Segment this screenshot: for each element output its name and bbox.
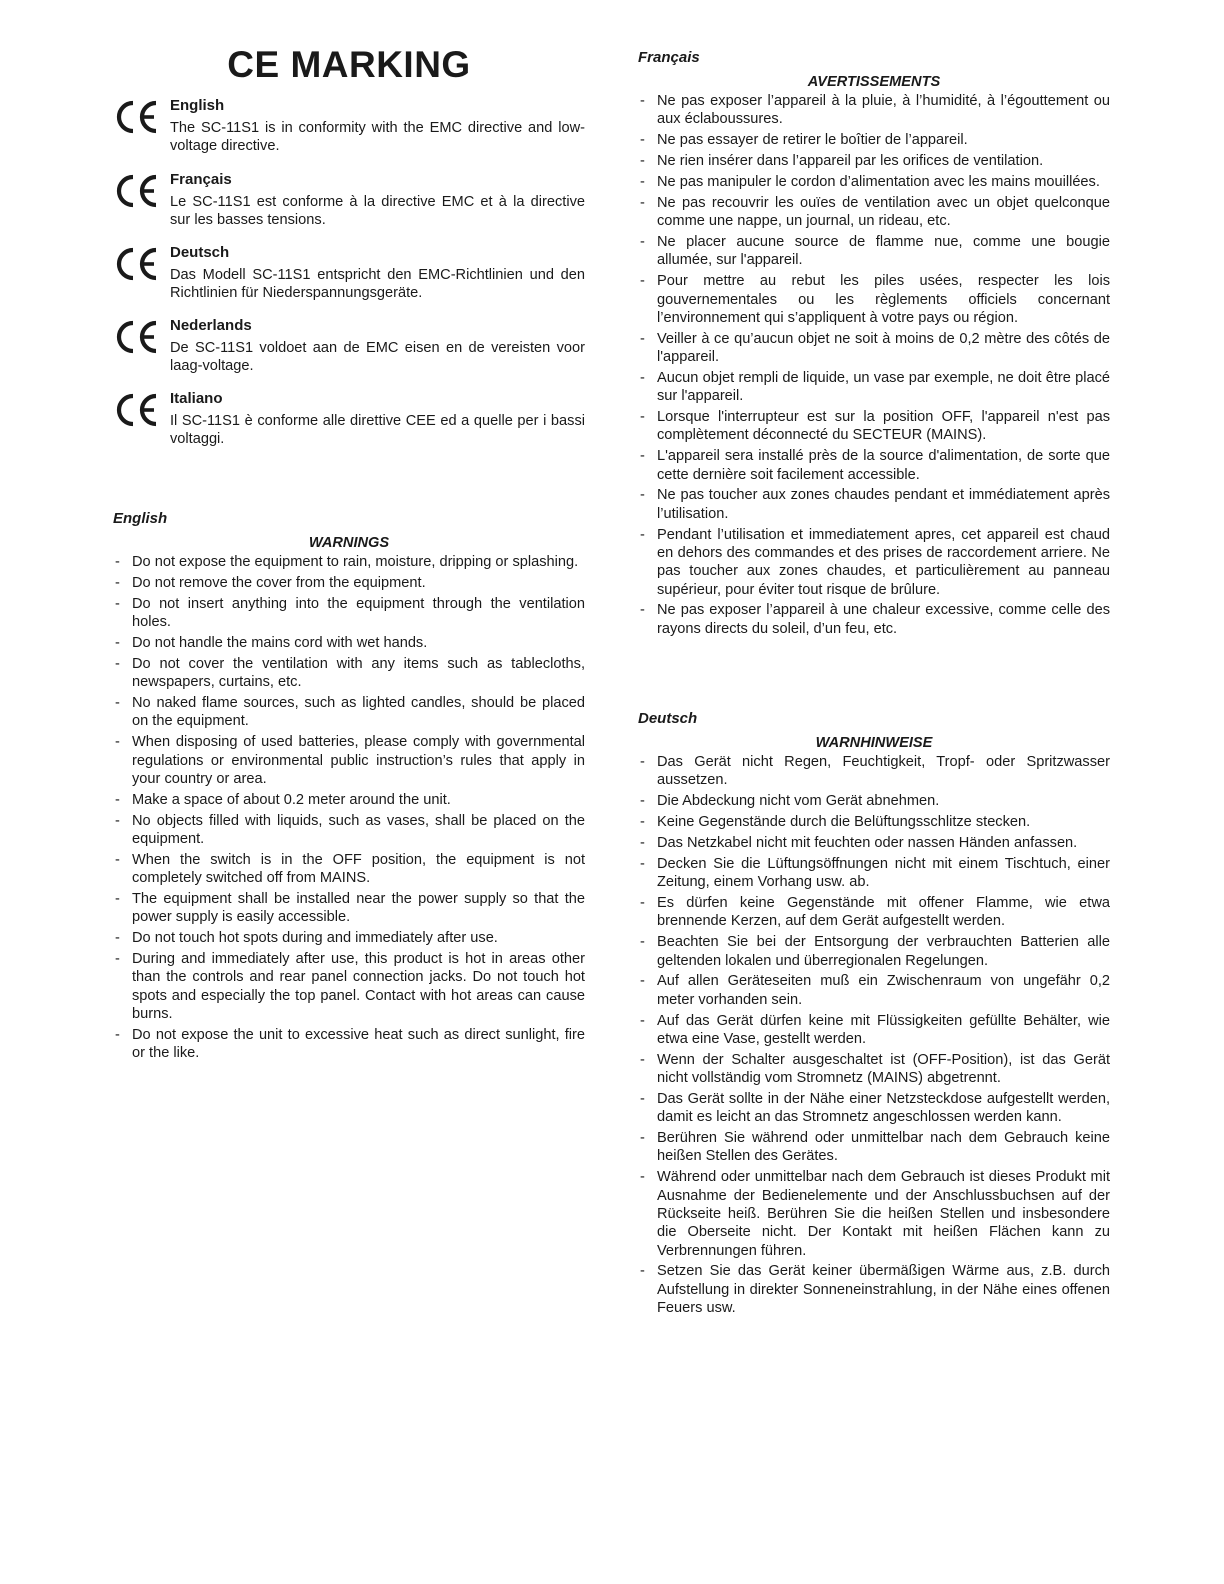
warning-item: - Die Abdeckung nicht vom Gerät abnehmen. [638,792,1110,810]
deutsch-warnings-section [638,710,1110,1320]
warning-item: - Do not touch hot spots during and immediately after use. [113,929,585,947]
warning-item: - Während oder unmittelbar nach dem Gebrauch ist dieses Produkt mit Ausnahme der Bedienelemente und der Anschlussbuchsen auf der Rückseite heiß. Berühren Sie die heißen Stellen und insbesondere die Oberseite nicht. Der Kontakt mit heißen Flächen kann zu Verbrennungen führen. [638,1168,1110,1259]
warning-item: - When the switch is in the OFF position, the equipment is not completely switched off from MAINS. [113,851,585,888]
francais-warnings-section [638,49,1110,641]
warning-item: - Das Netzkabel nicht mit feuchten oder nassen Händen anfassen. [638,834,1110,852]
warning-item: - Beachten Sie bei der Entsorgung der verbrauchten Batterien alle geltenden lokalen und überregionalen Regelungen. [638,933,1110,970]
ce-language: Français [170,171,232,188]
ce-mark-icon [113,99,159,135]
warning-item: - Keine Gegenstände durch die Belüftungsschlitze stecken. [638,813,1110,831]
ce-mark-icon [113,246,159,282]
warning-item: - Do not insert anything into the equipment through the ventilation holes. [113,595,585,632]
warning-item: - No naked flame sources, such as lighted candles, should be placed on the equipment. [113,694,585,731]
section-language: Français [638,49,700,66]
ce-entry-nederlands [113,317,585,376]
warning-item: - Pour mettre au rebut les piles usées, respecter les lois gouvernementales ou les règlements officiels concernant l’environnement qui s’appliquent à votre pays ou région. [638,272,1110,327]
warnings-list [638,753,1110,1317]
warnings-list [638,92,1110,638]
ce-language: Nederlands [170,317,252,334]
ce-mark-icon [113,173,159,209]
section-title: WARNHINWEISE [815,735,933,751]
warning-item: - Pendant l’utilisation et immediatement apres, cet appareil est chaud en dehors des commandes et des prises de raccordement arriere. Ne pas toucher aux zones chaudes, et particulièrement au panneau supérieur, pour éviter tout risque de brûlure. [638,526,1110,599]
warning-item: - L'appareil sera installé près de la source d'alimentation, de sorte que cette dernière soit facilement accessible. [638,447,1110,484]
section-language: English [113,510,168,527]
page-title: CE MARKING [227,44,471,85]
warning-item: - Do not expose the unit to excessive heat such as direct sunlight, fire or the like. [113,1026,585,1063]
warning-item: - Veiller à ce qu’aucun objet ne soit à moins de 0,2 mètre des côtés de l'appareil. [638,330,1110,367]
ce-statement: The SC-11S1 is in conformity with the EMC directive and low-voltage directive. [170,120,585,155]
ce-entry-italiano [113,390,585,449]
warning-item: - Lorsque l'interrupteur est sur la position OFF, l'appareil n'est pas complètement déconnecté du SECTEUR (MAINS). [638,408,1110,445]
warning-item: - Aucun objet rempli de liquide, un vase par exemple, ne doit être placé sur l'appareil. [638,369,1110,406]
ce-language: Italiano [170,390,223,407]
ce-statement: De SC-11S1 voldoet aan de EMC eisen en de vereisten voor laag-voltage. [170,340,585,375]
section-title: AVERTISSEMENTS [807,74,941,90]
warning-item: - Decken Sie die Lüftungsöffnungen nicht mit einem Tischtuch, einer Zeitung, einem Vorhang usw. ab. [638,855,1110,892]
ce-entry-francais [113,171,585,230]
ce-entry-deutsch [113,244,585,303]
warning-item: - During and immediately after use, this product is hot in areas other than the controls and rear panel connection jacks. Do not touch hot spots and especially the top panel. Contact with hot areas can cause burns. [113,950,585,1023]
warning-item: - Das Gerät sollte in der Nähe einer Netzsteckdose aufgestellt werden, damit es leicht an das Stromnetz angeschlossen werden kann. [638,1090,1110,1127]
ce-mark-icon [113,392,159,428]
section-title: WARNINGS [308,535,390,551]
warning-item: - Do not cover the ventilation with any items such as tablecloths, newspapers, curtains, etc. [113,655,585,692]
warning-item: - Ne pas manipuler le cordon d’alimentation avec les mains mouillées. [638,173,1110,191]
warning-item: - Ne pas exposer l’appareil à la pluie, à l’humidité, à l’égouttement ou aux éclaboussures. [638,92,1110,129]
warning-item: - The equipment shall be installed near the power supply so that the power supply is easily accessible. [113,890,585,927]
warning-item: - Setzen Sie das Gerät keiner übermäßigen Wärme aus, z.B. durch Aufstellung in direkter Sonneneinstrahlung, in der Nähe eines offenen Feuers usw. [638,1262,1110,1317]
warning-item: - No objects filled with liquids, such as vases, shall be placed on the equipment. [113,812,585,849]
warning-item: - Das Gerät nicht Regen, Feuchtigkeit, Tropf- oder Spritzwasser aussetzen. [638,753,1110,790]
warnings-list [113,553,585,1062]
ce-language: English [170,97,225,114]
warning-item: - Auf allen Geräteseiten muß ein Zwischenraum von ungefähr 0,2 meter vorhanden sein. [638,972,1110,1009]
warning-item: - Es dürfen keine Gegenstände mit offener Flamme, wie etwa brennende Kerzen, auf dem Gerät aufgestellt werden. [638,894,1110,931]
warning-item: - Do not handle the mains cord with wet hands. [113,634,585,652]
ce-statement: Il SC-11S1 è conforme alle direttive CEE ed a quelle per i bassi voltaggi. [170,413,585,448]
ce-statement: Le SC-11S1 est conforme à la directive EMC et à la directive sur les basses tensions. [170,194,585,229]
warning-item: - Ne placer aucune source de flamme nue, comme une bougie allumée, sur l'appareil. [638,233,1110,270]
warning-item: - Do not remove the cover from the equipment. [113,574,585,592]
warning-item: - Ne pas essayer de retirer le boîtier de l’appareil. [638,131,1110,149]
ce-entry-english [113,97,585,156]
warning-item: - Auf das Gerät dürfen keine mit Flüssigkeiten gefüllte Behälter, wie etwa eine Vase, gestellt werden. [638,1012,1110,1049]
warning-item: - Do not expose the equipment to rain, moisture, dripping or splashing. [113,553,585,571]
section-language: Deutsch [638,710,698,727]
warning-item: - Ne pas recouvrir les ouïes de ventilation avec un objet quelconque comme une nappe, un journal, un rideau, etc. [638,194,1110,231]
warning-item: - Make a space of about 0.2 meter around the unit. [113,791,585,809]
warning-item: - When disposing of used batteries, please comply with governmental regulations or environmental public instruction’s rules that apply in your country or area. [113,733,585,788]
warning-item: - Ne pas exposer l’appareil à une chaleur excessive, comme celle des rayons directs du soleil, d’un feu, etc. [638,601,1110,638]
warning-item: - Ne pas toucher aux zones chaudes pendant et immédiatement après l’utilisation. [638,486,1110,523]
warning-item: - Wenn der Schalter ausgeschaltet ist (OFF-Position), ist das Gerät nicht vollständig vom Stromnetz (MAINS) abgetrennt. [638,1051,1110,1088]
warning-item: - Ne rien insérer dans l’appareil par les orifices de ventilation. [638,152,1110,170]
ce-mark-icon [113,319,159,355]
ce-statement: Das Modell SC-11S1 entspricht den EMC-Richtlinien und den Richtlinien für Niederspannungsgeräte. [170,267,585,302]
english-warnings-section [113,510,585,1065]
warning-item: - Berühren Sie während oder unmittelbar nach dem Gebrauch keine heißen Stellen des Gerätes. [638,1129,1110,1166]
ce-language: Deutsch [170,244,230,261]
